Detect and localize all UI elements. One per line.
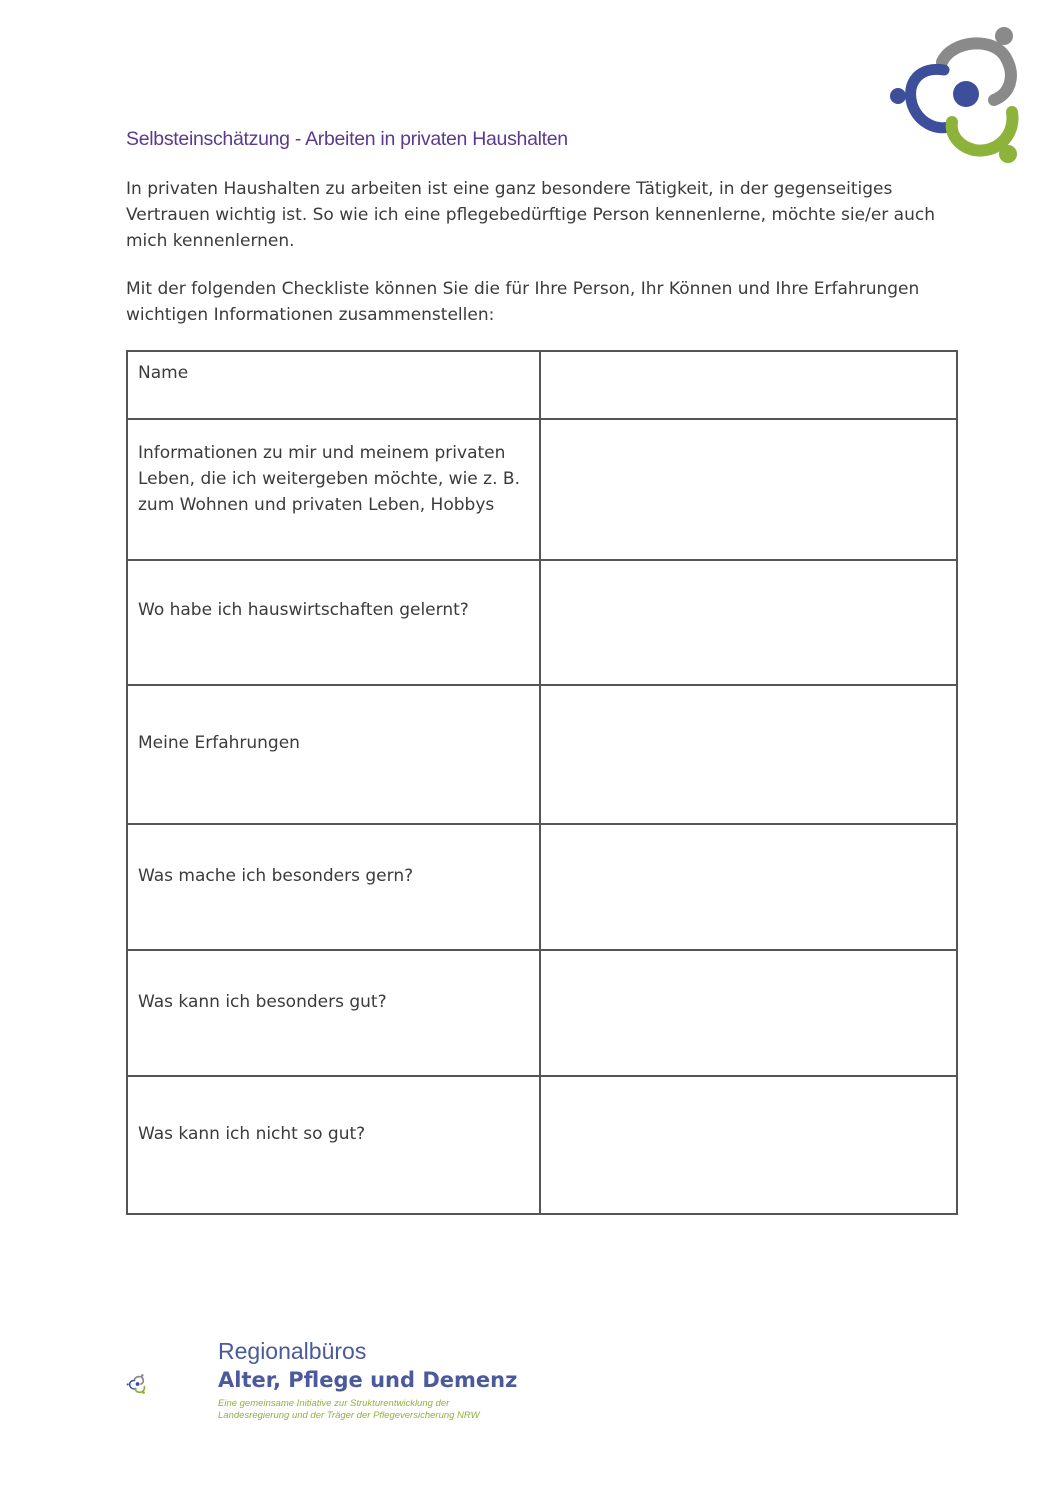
answer-cell-private-info[interactable] (540, 419, 957, 560)
table-row (127, 824, 957, 950)
answer-cell-likes[interactable] (540, 824, 957, 950)
question-cell: Was kann ich besonders gut? (127, 950, 540, 1076)
regionalbueros-footer-logo-icon (126, 1336, 216, 1432)
answer-cell-strengths[interactable] (540, 950, 957, 1076)
footer-tagline-1: Eine gemeinsame Initiative zur Strukturentwicklung der (218, 1398, 450, 1409)
table-row (127, 351, 957, 419)
table-row (127, 1076, 957, 1214)
table-row (127, 950, 957, 1076)
question-cell: Wo habe ich hauswirtschaften gelernt? (127, 560, 540, 685)
footer-tagline-2: Landesregierung und der Träger der Pflegeversicherung NRW (218, 1410, 480, 1421)
footer-brand-line-1: Regionalbüros (218, 1338, 367, 1364)
intro-paragraph-1: In privaten Haushalten zu arbeiten ist eine ganz besondere Tätigkeit, in der gegenseitiges Vertrauen wichtig ist. So wie ich eine pflegebedürftige Person kennenlerne, möchte sie/er auch mich kennenlernen. (126, 179, 935, 251)
question-cell: Meine Erfahrungen (127, 685, 540, 824)
table-row (127, 685, 957, 824)
footer-brand (218, 1336, 517, 1422)
question-cell: Informationen zu mir und meinem privaten Leben, die ich weitergeben möchte, wie z. B. zum Wohnen und privaten Leben, Hobbys (127, 419, 540, 560)
page-title: Selbsteinschätzung - Arbeiten in privaten Haushalten (126, 128, 568, 150)
footer-brand-line-2: Alter, Pflege und Demenz (218, 1368, 518, 1392)
checklist-table (126, 350, 958, 1215)
answer-cell-name[interactable] (540, 351, 957, 419)
table-row (127, 560, 957, 685)
question-cell: Was kann ich nicht so gut? (127, 1076, 540, 1214)
answer-cell-weaknesses[interactable] (540, 1076, 957, 1214)
answer-cell-experience[interactable] (540, 685, 957, 824)
table-row (127, 419, 957, 560)
question-cell: Was mache ich besonders gern? (127, 824, 540, 950)
regionalbueros-logo-icon (884, 22, 1024, 168)
question-cell: Name (127, 351, 540, 419)
intro-paragraph-2: Mit der folgenden Checkliste können Sie die für Ihre Person, Ihr Können und Ihre Erfahrungen wichtigen Informationen zusammenstellen: (126, 279, 920, 325)
answer-cell-training[interactable] (540, 560, 957, 685)
